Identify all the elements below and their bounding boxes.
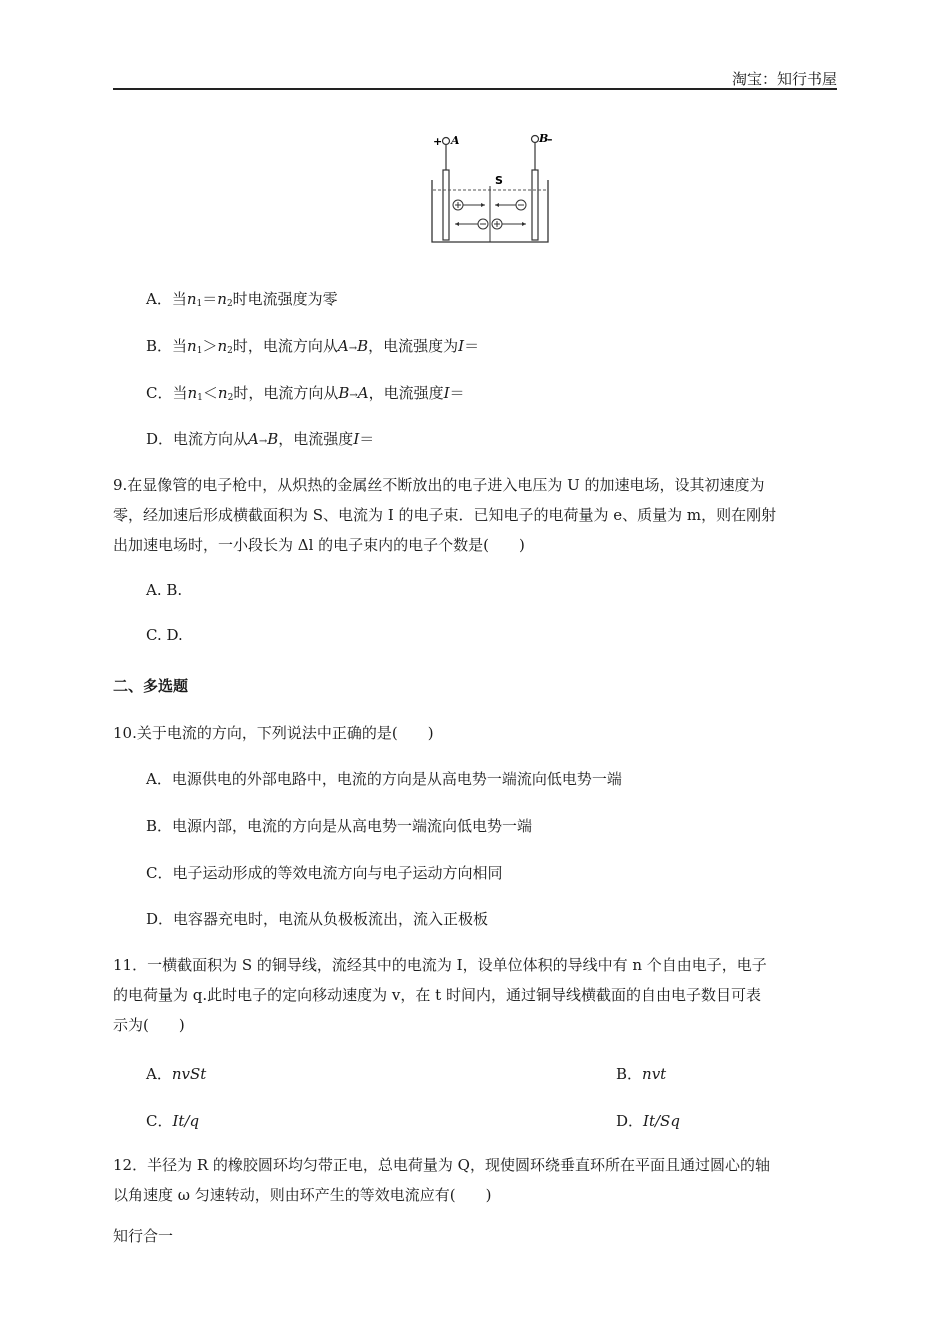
label-a: A <box>451 134 460 147</box>
terminal-a-icon <box>443 138 450 145</box>
header-divider <box>113 88 837 90</box>
q10-option-b[interactable]: B．电源内部，电流的方向是从高电势一端流向低电势一端 <box>146 817 533 835</box>
header-shop-name: 淘宝：知行书屋 <box>731 70 837 88</box>
electrode-a <box>443 170 449 240</box>
minus-sign: – <box>547 133 553 146</box>
q8-option-d[interactable]: D．电流方向从A→B，电流强度I＝ <box>146 430 375 448</box>
q9-options-ab[interactable]: A. B. <box>146 581 183 599</box>
plus-sign: + <box>433 135 443 148</box>
electrolyte-cell-figure <box>428 128 558 250</box>
footer-brand: 知行合一 <box>113 1227 174 1245</box>
terminal-b-icon <box>532 136 539 143</box>
q10-option-c[interactable]: C．电子运动形成的等效电流方向与电子运动方向相同 <box>146 864 503 882</box>
q11-option-d[interactable]: D．It/Sq <box>616 1112 680 1130</box>
q9-stem: 9.在显像管的电子枪中，从炽热的金属丝不断放出的电子进入电压为 U 的加速电场，设其初速度为 零，经加速后形成横截面积为 S、电流为 I 的电子束．已知电子的电荷量为 e、质量为 m，则在刚射 出加速电场时，一小段长为 Δl 的电子束内的电子个数是( ) <box>113 476 777 554</box>
q10-option-a[interactable]: A．电源供电的外部电路中，电流的方向是从高电势一端流向低电势一端 <box>146 770 622 788</box>
q10-stem: 10.关于电流的方向，下列说法中正确的是( ) <box>113 724 434 742</box>
section-title-multiple-choice: 二、多选题 <box>113 677 189 695</box>
label-s: S <box>495 174 503 187</box>
q10-option-d[interactable]: D．电容器充电时，电流从负极板流出，流入正极板 <box>146 910 489 928</box>
q9-options-cd[interactable]: C. D. <box>146 626 183 644</box>
q8-option-b[interactable]: B．当$n_1>n_2$时，电流方向从A→B，电流强度为I＝ <box>146 337 480 356</box>
q11-option-b[interactable]: B．nvt <box>616 1065 667 1083</box>
q12-stem: 12．半径为 R 的橡胶圆环均匀带正电，总电荷量为 Q，现使圆环绕垂直环所在平面且通过圆心的轴 以角速度 ω 匀速转动，则由环产生的等效电流应有( ) <box>113 1156 770 1204</box>
q11-stem: 11．一横截面积为 S 的铜导线，流经其中的电流为 I，设单位体积的导线中有 n 个自由电子，电子 的电荷量为 q.此时电子的定向移动速度为 v，在 t 时间内，通过铜导线横截面的自由电子数目可表 示为( ) <box>113 956 767 1034</box>
q11-option-a[interactable]: A．nvSt <box>146 1065 207 1083</box>
electrolyte-cell-diagram <box>428 128 558 246</box>
q11-option-c[interactable]: C．It/q <box>146 1112 200 1130</box>
label-b: B <box>539 132 549 145</box>
q8-option-c[interactable]: C．当$n_1<n_2$时，电流方向从B→A，电流强度I＝ <box>146 384 465 403</box>
q8-option-a[interactable]: A．当$n_1=n_2$时电流强度为零 <box>146 290 338 309</box>
electrode-b <box>532 170 538 240</box>
